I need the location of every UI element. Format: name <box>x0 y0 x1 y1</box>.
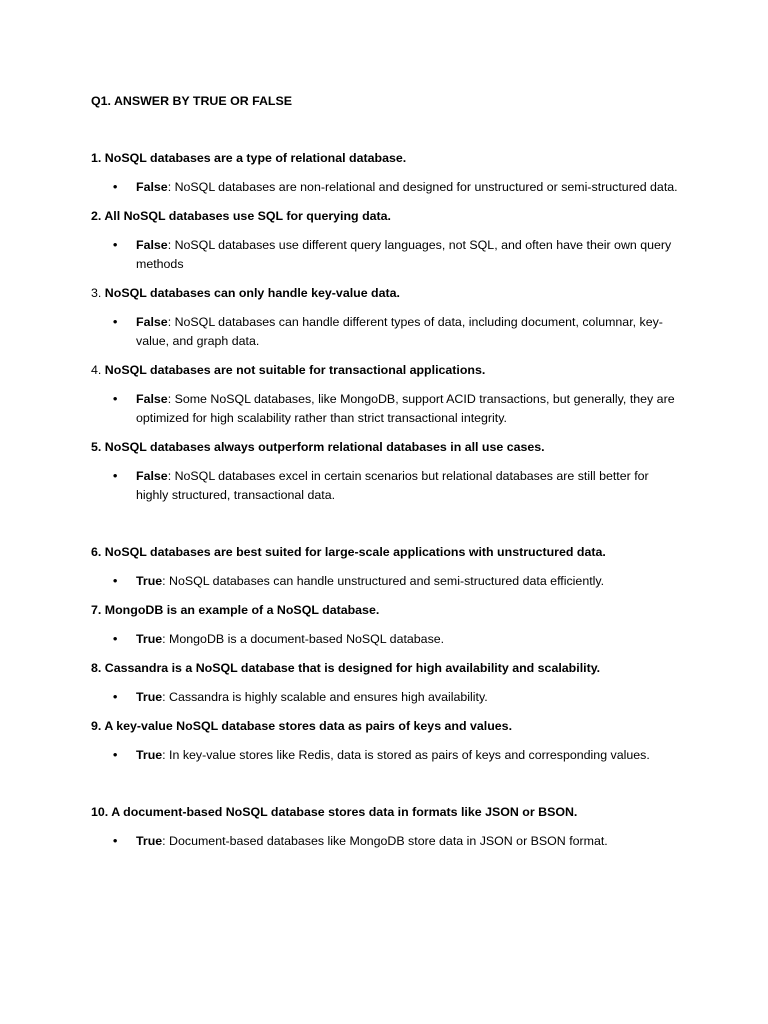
question-item <box>91 601 681 649</box>
question-item <box>91 659 681 707</box>
question-statement: NoSQL databases are best suited for large-scale applications with unstructured data. <box>104 545 606 559</box>
question-text <box>91 543 681 562</box>
answer-verdict: False <box>136 180 168 194</box>
question-item <box>91 284 681 351</box>
question-item <box>91 543 681 591</box>
question-number: 4. <box>91 363 102 377</box>
question-text <box>91 284 681 303</box>
answer-explanation: : In key-value stores like Redis, data is stored as pairs of keys and corresponding values. <box>162 748 650 762</box>
answer-verdict: False <box>136 315 168 329</box>
answer-verdict: False <box>136 392 168 406</box>
bullet-icon: • <box>113 574 118 588</box>
answer-verdict: True <box>136 834 163 848</box>
question-item <box>91 717 681 765</box>
question-text <box>91 438 681 457</box>
answer-bullet <box>91 390 681 428</box>
answer-explanation: : NoSQL databases use different query languages, not SQL, and often have their own query methods <box>136 238 672 271</box>
question-number: 6. <box>91 545 102 559</box>
section-heading: Q1. ANSWER BY TRUE OR FALSE <box>91 94 293 108</box>
answer-verdict: True <box>136 748 163 762</box>
question-text <box>91 149 681 168</box>
question-number: 1. <box>91 151 102 165</box>
question-number: 2. <box>91 209 102 223</box>
question-text <box>91 361 681 380</box>
answer-explanation: : MongoDB is a document-based NoSQL database. <box>162 632 445 646</box>
question-statement: NoSQL databases can only handle key-value data. <box>104 286 400 300</box>
question-number: 10. <box>91 805 109 819</box>
answer-verdict: True <box>136 690 163 704</box>
answer-explanation: : NoSQL databases excel in certain scenarios but relational databases are still better for highly structured, transactional data. <box>136 469 649 502</box>
bullet-icon: • <box>113 748 118 762</box>
answer-bullet <box>91 313 681 351</box>
answer-explanation: : Document-based databases like MongoDB store data in JSON or BSON format. <box>162 834 608 848</box>
answer-explanation: : NoSQL databases are non-relational and designed for unstructured or semi-structured data. <box>167 180 678 194</box>
question-statement: NoSQL databases are a type of relational database. <box>104 151 407 165</box>
question-text <box>91 717 681 736</box>
heading-gap <box>91 111 681 149</box>
bullet-icon: • <box>113 632 118 646</box>
answer-bullet <box>91 467 681 505</box>
question-statement: NoSQL databases always outperform relational databases in all use cases. <box>104 440 545 454</box>
question-text <box>91 601 681 620</box>
answer-verdict: True <box>136 632 163 646</box>
answer-bullet <box>91 832 681 851</box>
question-statement: MongoDB is an example of a NoSQL database. <box>104 603 380 617</box>
bullet-icon: • <box>113 392 118 406</box>
question-text <box>91 803 681 822</box>
answer-explanation: : NoSQL databases can handle unstructured and semi-structured data efficiently. <box>162 574 605 588</box>
question-number: 7. <box>91 603 102 617</box>
answer-bullet <box>91 630 681 649</box>
question-statement: A document-based NoSQL database stores data in formats like JSON or BSON. <box>111 805 578 819</box>
question-text <box>91 207 681 226</box>
question-statement: A key-value NoSQL database stores data as pairs of keys and values. <box>104 719 513 733</box>
question-number: 9. <box>91 719 102 733</box>
section-spacer <box>91 515 681 543</box>
question-number: 3. <box>91 286 102 300</box>
question-item <box>91 438 681 505</box>
qa-list <box>91 149 681 851</box>
document-page <box>91 92 681 861</box>
bullet-icon: • <box>113 690 118 704</box>
answer-verdict: True <box>136 574 163 588</box>
answer-bullet <box>91 746 681 765</box>
answer-bullet <box>91 178 681 197</box>
answer-bullet <box>91 572 681 591</box>
question-number: 5. <box>91 440 102 454</box>
answer-bullet <box>91 688 681 707</box>
answer-explanation: : NoSQL databases can handle different types of data, including document, columnar, key-value, and graph data. <box>136 315 663 348</box>
question-item <box>91 207 681 274</box>
section-spacer <box>91 775 681 803</box>
bullet-icon: • <box>113 180 118 194</box>
answer-bullet <box>91 236 681 274</box>
bullet-icon: • <box>113 238 118 252</box>
question-statement: NoSQL databases are not suitable for transactional applications. <box>104 363 486 377</box>
question-item <box>91 803 681 851</box>
question-item <box>91 149 681 197</box>
answer-verdict: False <box>136 238 168 252</box>
answer-verdict: False <box>136 469 168 483</box>
bullet-icon: • <box>113 315 118 329</box>
question-statement: All NoSQL databases use SQL for querying data. <box>104 209 391 223</box>
question-number: 8. <box>91 661 102 675</box>
bullet-icon: • <box>113 834 118 848</box>
answer-explanation: : Some NoSQL databases, like MongoDB, support ACID transactions, but generally, they are optimized for high scalability rather than strict transactional integrity. <box>136 392 675 425</box>
bullet-icon: • <box>113 469 118 483</box>
question-text <box>91 659 681 678</box>
answer-explanation: : Cassandra is highly scalable and ensures high availability. <box>162 690 488 704</box>
question-item <box>91 361 681 428</box>
question-statement: Cassandra is a NoSQL database that is designed for high availability and scalability. <box>104 661 601 675</box>
